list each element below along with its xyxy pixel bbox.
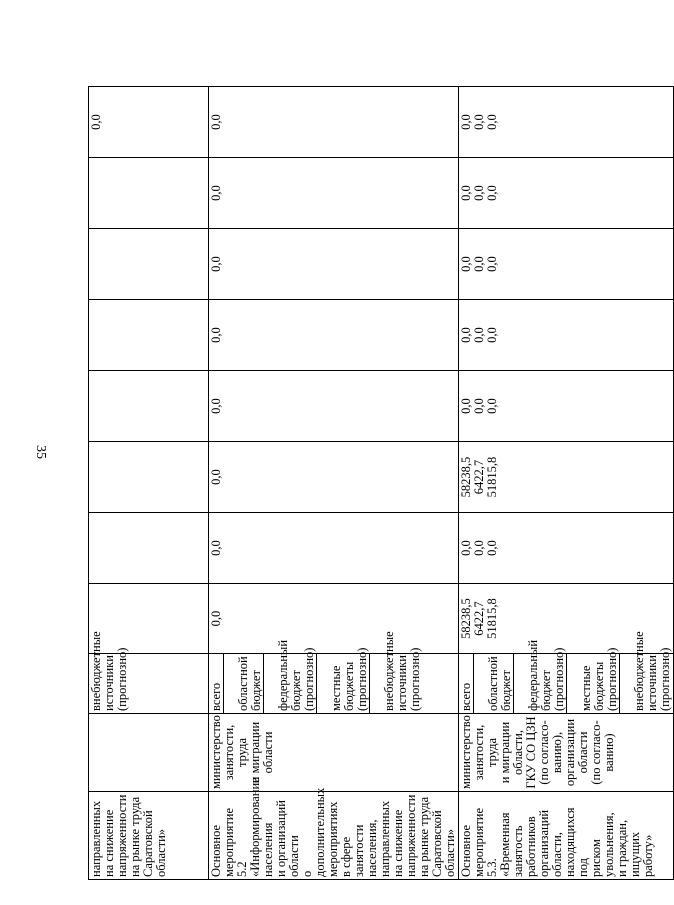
value-line: 0,0: [472, 398, 486, 414]
funding-source-label: областной бюджет: [486, 656, 513, 711]
funding-source-label: федеральный бюджет (прогнозно): [526, 639, 566, 711]
value-line: [512, 89, 525, 155]
responsible-cell: [89, 714, 209, 792]
value-line: [236, 586, 249, 651]
value-cell: [209, 442, 459, 513]
value-cell: [89, 87, 209, 158]
value-line: [499, 160, 512, 226]
funding-source-label: внебюджетные источники (прогнозно): [89, 631, 129, 711]
funding-source-label: всего: [209, 682, 223, 711]
value-line: [236, 160, 249, 226]
value-line: [223, 586, 236, 651]
value-line: [223, 302, 236, 368]
value-line: [249, 160, 262, 226]
value-line: 58238,5: [459, 598, 473, 639]
value-line: 0,0: [209, 610, 223, 627]
value-line: 0,0: [209, 185, 223, 201]
value-line: 0,0: [472, 185, 486, 201]
funding-source-label: федеральный бюджет (прогнозно): [276, 639, 316, 711]
value-line: 0,0: [472, 114, 486, 130]
value-line: [90, 160, 103, 226]
value-line: [499, 89, 512, 155]
value-cell: [89, 158, 209, 229]
value-line: [236, 89, 249, 155]
value-cell: [89, 513, 209, 584]
value-line: [223, 160, 236, 226]
value-line: [223, 515, 236, 581]
activity-title-cell: направленных на снижение напряженности на рынке труда Саратовской области»: [89, 792, 209, 880]
budget-table: [88, 18, 674, 880]
value-line: [236, 444, 249, 510]
value-cell: [459, 158, 674, 229]
value-cell: [459, 300, 674, 371]
value-line: [262, 586, 275, 651]
value-line: 0,0: [472, 327, 486, 343]
value-line: [262, 302, 275, 368]
value-line: 0,0: [209, 469, 223, 485]
value-line: 0,0: [472, 256, 486, 272]
value-line: 0,0: [89, 114, 103, 130]
value-line: [262, 160, 275, 226]
value-line: [262, 373, 275, 439]
value-cell: [89, 300, 209, 371]
activity-title-cell: Основное мероприятие 5.2 «Информирование населения и организаций области о дополнительных мероприятиях в сфере занятости населения, направленных на снижение напряженности на рынке труда Саратовской области»: [209, 792, 459, 880]
value-line: [90, 231, 103, 297]
value-cell: [459, 87, 674, 158]
value-line: 0,0: [459, 327, 473, 343]
rotated-table-container: [88, 19, 672, 880]
value-cell: [459, 513, 674, 584]
funding-source-label: местные бюджеты (прогнозно): [579, 647, 619, 711]
value-line: [512, 586, 525, 651]
value-cell: [209, 87, 459, 158]
value-line: [512, 302, 525, 368]
funding-source-cell: [89, 631, 209, 714]
value-line: 0,0: [485, 398, 499, 414]
value-line: 0,0: [459, 114, 473, 130]
value-line: [499, 373, 512, 439]
value-line: [262, 515, 275, 581]
value-line: [249, 586, 262, 651]
value-line: 0,0: [459, 540, 473, 556]
value-cell: [209, 229, 459, 300]
value-line: [512, 160, 525, 226]
value-line: [262, 89, 275, 155]
value-cell: [209, 300, 459, 371]
value-line: 0,0: [472, 540, 486, 556]
value-cell: [209, 371, 459, 442]
value-line: [512, 515, 525, 581]
value-line: 0,0: [209, 114, 223, 130]
responsible-cell: министерство занятости, труда и миграции области: [209, 714, 459, 792]
value-line: [90, 515, 103, 581]
value-line: 0,0: [459, 398, 473, 414]
value-line: [90, 444, 103, 510]
funding-source-label: областной бюджет: [236, 656, 263, 711]
value-cell: [89, 584, 209, 654]
value-line: [249, 373, 262, 439]
value-line: [512, 231, 525, 297]
value-line: 0,0: [485, 185, 499, 201]
value-line: [223, 231, 236, 297]
table-row: [209, 19, 459, 880]
value-line: [90, 373, 103, 439]
value-cell: [89, 229, 209, 300]
value-line: 0,0: [485, 256, 499, 272]
value-line: 51815,8: [485, 456, 499, 498]
value-line: 0,0: [485, 540, 499, 556]
value-line: 58238,5: [459, 456, 473, 498]
value-line: 0,0: [485, 327, 499, 343]
value-line: [262, 444, 275, 510]
value-line: [236, 373, 249, 439]
value-line: [249, 515, 262, 581]
funding-source-label: внебюджетные источники (прогнозно): [632, 631, 672, 711]
value-line: [223, 89, 236, 155]
value-cell: [209, 513, 459, 584]
value-cell: [209, 584, 459, 654]
value-line: 51815,8: [485, 598, 499, 639]
page-number: 35: [33, 445, 48, 459]
table-row: [459, 19, 674, 880]
value-line: [249, 444, 262, 510]
table-row: [89, 19, 209, 880]
funding-source-cell: [459, 631, 674, 714]
value-line: [499, 586, 512, 651]
value-line: 0,0: [209, 256, 223, 272]
value-line: [236, 302, 249, 368]
value-cell: [89, 371, 209, 442]
value-line: [249, 231, 262, 297]
value-cell: [459, 442, 674, 513]
funding-source-label: внебюджетные источники (прогнозно): [382, 631, 422, 711]
value-line: [499, 515, 512, 581]
value-line: 0,0: [485, 114, 499, 130]
value-line: 0,0: [209, 327, 223, 343]
value-line: [262, 231, 275, 297]
value-cell: [459, 229, 674, 300]
responsible-cell: министерство занятости, труда и миграции области, ГКУ СО ЦЗН (по согласо- ванию), организации области (по согласо- ванию): [459, 714, 674, 792]
value-line: 0,0: [209, 398, 223, 414]
funding-source-cell: [209, 631, 459, 714]
value-line: [223, 444, 236, 510]
value-line: [90, 302, 103, 368]
value-line: [249, 302, 262, 368]
activity-title-cell: Основное мероприятие 5.3. «Временная занятость работников организаций области, находящихся под риском увольнения, и граждан, ищущих работу»: [459, 792, 674, 880]
value-line: 0,0: [459, 256, 473, 272]
value-cell: [459, 371, 674, 442]
value-line: [499, 231, 512, 297]
value-line: [512, 373, 525, 439]
value-line: [236, 231, 249, 297]
funding-source-label: всего: [459, 682, 473, 711]
funding-source-label: местные бюджеты (прогнозно): [329, 647, 369, 711]
value-line: [499, 444, 512, 510]
value-line: [499, 302, 512, 368]
value-line: 6422,7: [472, 601, 486, 636]
value-line: 0,0: [209, 540, 223, 556]
value-line: [249, 89, 262, 155]
value-line: [512, 444, 525, 510]
value-line: [236, 515, 249, 581]
value-cell: [89, 442, 209, 513]
value-line: 0,0: [459, 185, 473, 201]
value-line: [223, 373, 236, 439]
value-line: 6422,7: [472, 459, 486, 495]
value-cell: [209, 158, 459, 229]
